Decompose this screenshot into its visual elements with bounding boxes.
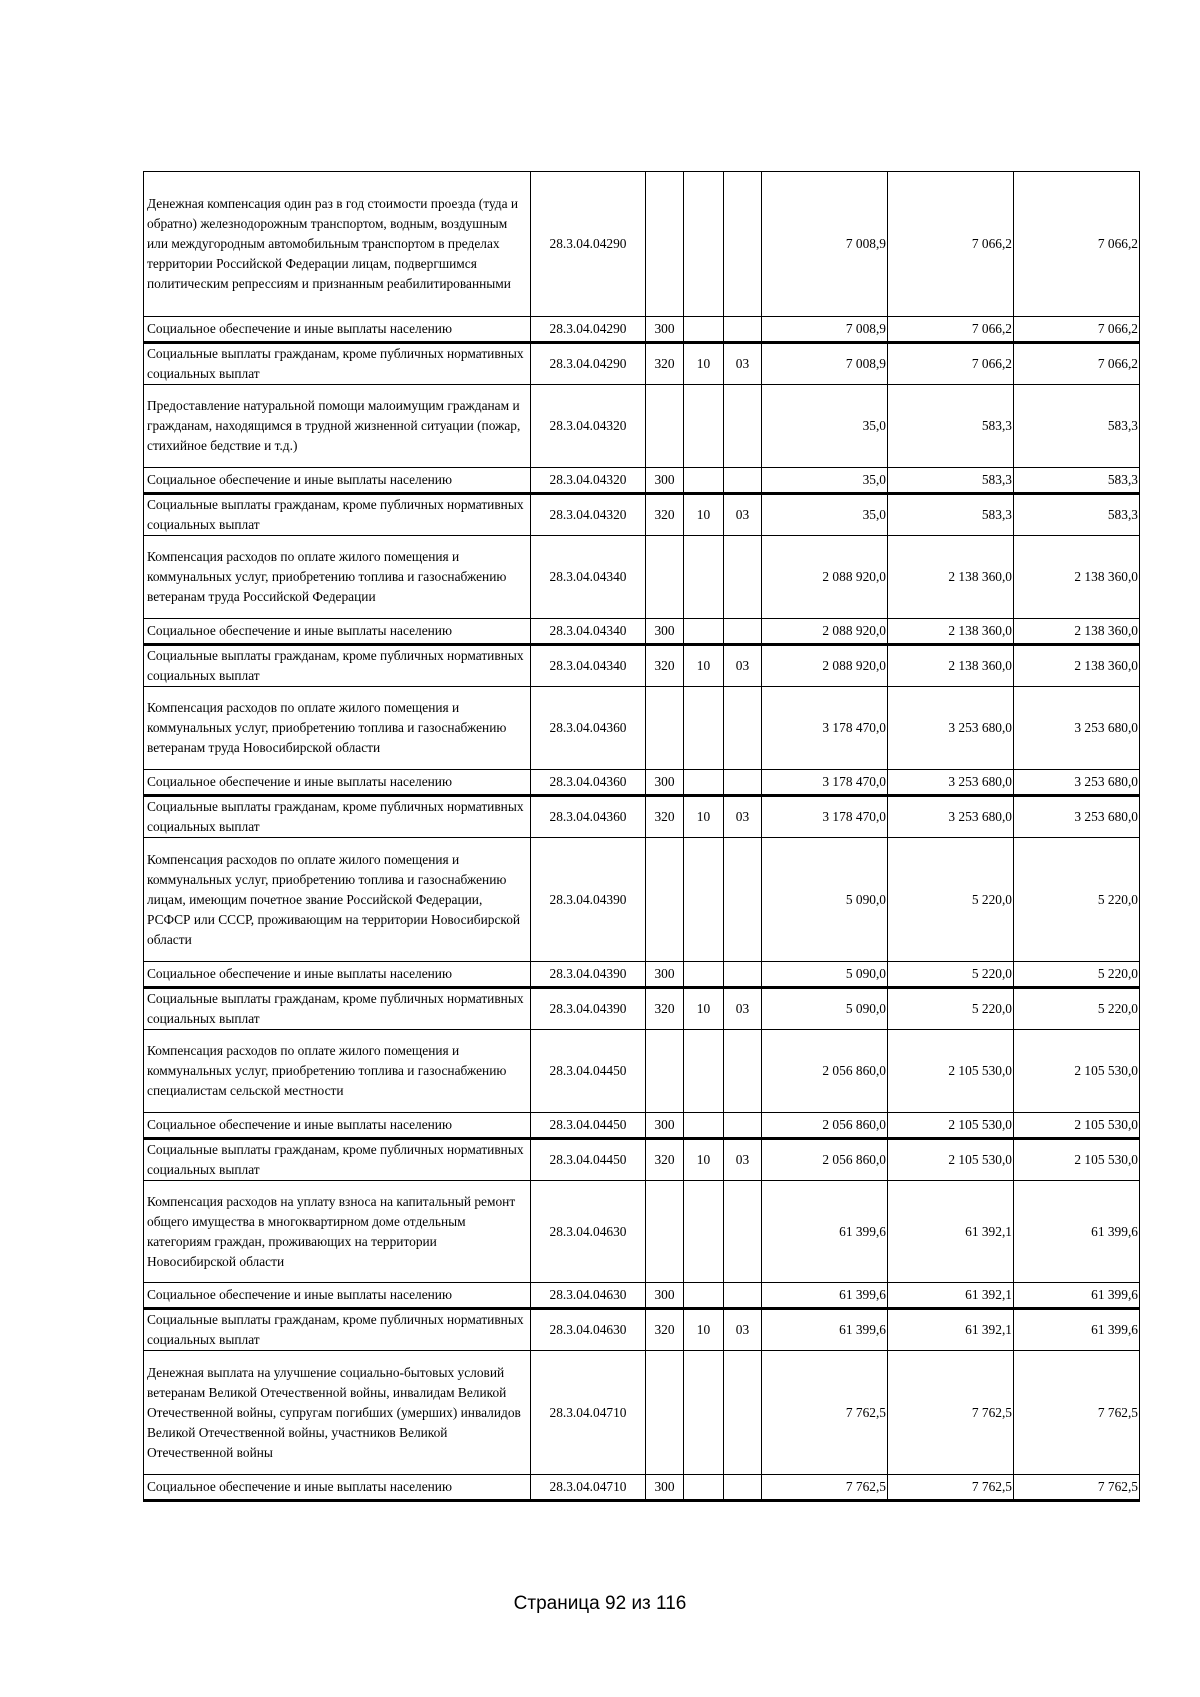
amount-year2-cell: 2 105 530,0	[888, 1030, 1014, 1113]
subsection-cell	[724, 962, 762, 988]
section-cell: 10	[684, 343, 724, 385]
expense-type-cell: 320	[646, 1139, 684, 1181]
row-name-cell: Компенсация расходов по оплате жилого помещения и коммунальных услуг, приобретению топлива и газоснабжению ветеранам труда Российской Федерации	[144, 536, 531, 619]
amount-year1-cell: 7 762,5	[762, 1351, 888, 1475]
section-cell	[684, 468, 724, 494]
subsection-cell	[724, 619, 762, 645]
target-code-cell: 28.3.04.04710	[531, 1475, 646, 1501]
target-code-cell: 28.3.04.04360	[531, 770, 646, 796]
table-row	[144, 838, 1140, 962]
row-name-cell: Компенсация расходов по оплате жилого помещения и коммунальных услуг, приобретению топлива и газоснабжению ветеранам труда Новосибирской области	[144, 687, 531, 770]
expense-type-cell: 320	[646, 645, 684, 687]
amount-year2-cell: 2 138 360,0	[888, 619, 1014, 645]
target-code-cell: 28.3.04.04450	[531, 1030, 646, 1113]
row-name-cell: Социальное обеспечение и иные выплаты населению	[144, 1475, 531, 1501]
amount-year1-cell: 7 008,9	[762, 317, 888, 343]
row-name-cell: Социальные выплаты гражданам, кроме публичных нормативных социальных выплат	[144, 1139, 531, 1181]
section-cell	[684, 1475, 724, 1501]
section-cell	[684, 770, 724, 796]
target-code-cell: 28.3.04.04340	[531, 645, 646, 687]
amount-year1-cell: 5 090,0	[762, 988, 888, 1030]
amount-year1-cell: 61 399,6	[762, 1283, 888, 1309]
amount-year2-cell: 7 762,5	[888, 1475, 1014, 1501]
section-cell	[684, 385, 724, 468]
section-cell	[684, 317, 724, 343]
section-cell: 10	[684, 1309, 724, 1351]
expense-type-cell	[646, 172, 684, 317]
section-cell	[684, 1030, 724, 1113]
target-code-cell: 28.3.04.04320	[531, 494, 646, 536]
target-code-cell: 28.3.04.04320	[531, 468, 646, 494]
table-row	[144, 317, 1140, 343]
amount-year1-cell: 7 762,5	[762, 1475, 888, 1501]
expense-type-cell: 300	[646, 962, 684, 988]
row-name-cell: Социальное обеспечение и иные выплаты населению	[144, 962, 531, 988]
amount-year3-cell: 3 253 680,0	[1014, 687, 1140, 770]
amount-year3-cell: 7 066,2	[1014, 343, 1140, 385]
amount-year1-cell: 2 088 920,0	[762, 619, 888, 645]
amount-year2-cell: 3 253 680,0	[888, 796, 1014, 838]
row-name-cell: Социальное обеспечение и иные выплаты населению	[144, 317, 531, 343]
table-row	[144, 1309, 1140, 1351]
row-name-cell: Денежная выплата на улучшение социально-бытовых условий ветеранам Великой Отечественной войны, инвалидам Великой Отечественной войны, супругам погибших (умерших) инвалидов Великой Отечественной войны, участников Великой Отечественной войны	[144, 1351, 531, 1475]
subsection-cell	[724, 1475, 762, 1501]
row-name-cell: Социальное обеспечение и иные выплаты населению	[144, 619, 531, 645]
target-code-cell: 28.3.04.04450	[531, 1113, 646, 1139]
row-name-cell: Социальные выплаты гражданам, кроме публичных нормативных социальных выплат	[144, 494, 531, 536]
amount-year2-cell: 61 392,1	[888, 1181, 1014, 1283]
section-cell	[684, 1113, 724, 1139]
amount-year1-cell: 2 056 860,0	[762, 1113, 888, 1139]
amount-year3-cell: 3 253 680,0	[1014, 796, 1140, 838]
section-cell: 10	[684, 796, 724, 838]
row-name-cell: Социальное обеспечение и иные выплаты населению	[144, 1113, 531, 1139]
amount-year2-cell: 2 105 530,0	[888, 1139, 1014, 1181]
table-row	[144, 1283, 1140, 1309]
amount-year3-cell: 5 220,0	[1014, 838, 1140, 962]
target-code-cell: 28.3.04.04290	[531, 343, 646, 385]
subsection-cell	[724, 770, 762, 796]
table-row	[144, 1475, 1140, 1501]
table-row	[144, 468, 1140, 494]
expense-type-cell: 300	[646, 770, 684, 796]
amount-year2-cell: 3 253 680,0	[888, 687, 1014, 770]
amount-year1-cell: 7 008,9	[762, 172, 888, 317]
amount-year1-cell: 7 008,9	[762, 343, 888, 385]
section-cell	[684, 687, 724, 770]
section-cell	[684, 1351, 724, 1475]
expense-type-cell	[646, 687, 684, 770]
expense-type-cell	[646, 1030, 684, 1113]
expense-type-cell: 320	[646, 494, 684, 536]
amount-year3-cell: 7 762,5	[1014, 1351, 1140, 1475]
subsection-cell	[724, 317, 762, 343]
amount-year3-cell: 7 066,2	[1014, 172, 1140, 317]
section-cell	[684, 1181, 724, 1283]
row-name-cell: Социальные выплаты гражданам, кроме публичных нормативных социальных выплат	[144, 796, 531, 838]
row-name-cell: Социальное обеспечение и иные выплаты населению	[144, 770, 531, 796]
amount-year3-cell: 61 399,6	[1014, 1283, 1140, 1309]
target-code-cell: 28.3.04.04360	[531, 796, 646, 838]
amount-year3-cell: 583,3	[1014, 468, 1140, 494]
table-row	[144, 796, 1140, 838]
subsection-cell	[724, 385, 762, 468]
amount-year3-cell: 2 138 360,0	[1014, 619, 1140, 645]
target-code-cell: 28.3.04.04290	[531, 317, 646, 343]
table-row	[144, 536, 1140, 619]
target-code-cell: 28.3.04.04340	[531, 536, 646, 619]
amount-year1-cell: 61 399,6	[762, 1309, 888, 1351]
expense-type-cell: 320	[646, 1309, 684, 1351]
target-code-cell: 28.3.04.04710	[531, 1351, 646, 1475]
subsection-cell	[724, 172, 762, 317]
target-code-cell: 28.3.04.04390	[531, 988, 646, 1030]
expense-type-cell: 320	[646, 343, 684, 385]
amount-year2-cell: 5 220,0	[888, 962, 1014, 988]
subsection-cell	[724, 1030, 762, 1113]
subsection-cell: 03	[724, 494, 762, 536]
amount-year1-cell: 35,0	[762, 468, 888, 494]
expense-type-cell	[646, 1351, 684, 1475]
expense-type-cell: 300	[646, 317, 684, 343]
table-row	[144, 1181, 1140, 1283]
subsection-cell: 03	[724, 645, 762, 687]
expense-type-cell: 300	[646, 619, 684, 645]
amount-year2-cell: 583,3	[888, 494, 1014, 536]
table-row	[144, 343, 1140, 385]
target-code-cell: 28.3.04.04320	[531, 385, 646, 468]
amount-year1-cell: 5 090,0	[762, 962, 888, 988]
table-row	[144, 494, 1140, 536]
amount-year1-cell: 3 178 470,0	[762, 687, 888, 770]
amount-year3-cell: 583,3	[1014, 385, 1140, 468]
table-row	[144, 385, 1140, 468]
subsection-cell: 03	[724, 343, 762, 385]
row-name-cell: Компенсация расходов на уплату взноса на капитальный ремонт общего имущества в многоквартирном доме отдельным категориям граждан, проживающих на территории Новосибирской области	[144, 1181, 531, 1283]
amount-year1-cell: 2 056 860,0	[762, 1139, 888, 1181]
subsection-cell	[724, 536, 762, 619]
target-code-cell: 28.3.04.04450	[531, 1139, 646, 1181]
amount-year3-cell: 2 138 360,0	[1014, 536, 1140, 619]
subsection-cell	[724, 838, 762, 962]
target-code-cell: 28.3.04.04390	[531, 962, 646, 988]
expense-type-cell	[646, 838, 684, 962]
expense-type-cell: 300	[646, 1113, 684, 1139]
section-cell	[684, 962, 724, 988]
amount-year2-cell: 2 138 360,0	[888, 536, 1014, 619]
amount-year2-cell: 2 105 530,0	[888, 1113, 1014, 1139]
target-code-cell: 28.3.04.04630	[531, 1181, 646, 1283]
expense-type-cell	[646, 536, 684, 619]
amount-year3-cell: 2 105 530,0	[1014, 1139, 1140, 1181]
expense-type-cell: 300	[646, 1475, 684, 1501]
amount-year3-cell: 7 066,2	[1014, 317, 1140, 343]
section-cell: 10	[684, 645, 724, 687]
subsection-cell: 03	[724, 988, 762, 1030]
expense-type-cell: 300	[646, 1283, 684, 1309]
amount-year3-cell: 7 762,5	[1014, 1475, 1140, 1501]
table-row	[144, 172, 1140, 317]
table-row	[144, 1351, 1140, 1475]
amount-year1-cell: 2 088 920,0	[762, 645, 888, 687]
subsection-cell	[724, 1351, 762, 1475]
expense-type-cell: 300	[646, 468, 684, 494]
section-cell	[684, 536, 724, 619]
amount-year2-cell: 7 066,2	[888, 172, 1014, 317]
row-name-cell: Денежная компенсация один раз в год стоимости проезда (туда и обратно) железнодорожным транспортом, водным, воздушным или междугородным автомобильным транспортом в пределах территории Российской Федерации лицам, подвергшимся политическим репрессиям и признанным реабилитированными	[144, 172, 531, 317]
amount-year3-cell: 2 105 530,0	[1014, 1030, 1140, 1113]
table-row	[144, 687, 1140, 770]
section-cell	[684, 838, 724, 962]
amount-year2-cell: 583,3	[888, 468, 1014, 494]
table-row	[144, 1113, 1140, 1139]
amount-year2-cell: 5 220,0	[888, 988, 1014, 1030]
amount-year2-cell: 583,3	[888, 385, 1014, 468]
table-row	[144, 770, 1140, 796]
table-row	[144, 962, 1140, 988]
amount-year3-cell: 61 399,6	[1014, 1309, 1140, 1351]
amount-year1-cell: 35,0	[762, 494, 888, 536]
section-cell	[684, 172, 724, 317]
subsection-cell	[724, 1283, 762, 1309]
subsection-cell: 03	[724, 1139, 762, 1181]
target-code-cell: 28.3.04.04630	[531, 1283, 646, 1309]
table-row	[144, 645, 1140, 687]
amount-year2-cell: 61 392,1	[888, 1283, 1014, 1309]
section-cell: 10	[684, 494, 724, 536]
table-body	[144, 172, 1140, 1501]
amount-year1-cell: 2 056 860,0	[762, 1030, 888, 1113]
expense-type-cell	[646, 1181, 684, 1283]
amount-year3-cell: 2 105 530,0	[1014, 1113, 1140, 1139]
amount-year3-cell: 2 138 360,0	[1014, 645, 1140, 687]
row-name-cell: Социальные выплаты гражданам, кроме публичных нормативных социальных выплат	[144, 645, 531, 687]
amount-year2-cell: 7 066,2	[888, 343, 1014, 385]
amount-year1-cell: 61 399,6	[762, 1181, 888, 1283]
section-cell: 10	[684, 988, 724, 1030]
amount-year2-cell: 7 762,5	[888, 1351, 1014, 1475]
row-name-cell: Социальные выплаты гражданам, кроме публичных нормативных социальных выплат	[144, 988, 531, 1030]
amount-year2-cell: 3 253 680,0	[888, 770, 1014, 796]
target-code-cell: 28.3.04.04360	[531, 687, 646, 770]
amount-year3-cell: 583,3	[1014, 494, 1140, 536]
expense-type-cell	[646, 385, 684, 468]
expense-type-cell: 320	[646, 988, 684, 1030]
subsection-cell	[724, 1181, 762, 1283]
expense-type-cell: 320	[646, 796, 684, 838]
amount-year1-cell: 5 090,0	[762, 838, 888, 962]
budget-table	[143, 171, 1140, 1502]
section-cell: 10	[684, 1139, 724, 1181]
subsection-cell	[724, 468, 762, 494]
section-cell	[684, 619, 724, 645]
amount-year1-cell: 35,0	[762, 385, 888, 468]
target-code-cell: 28.3.04.04630	[531, 1309, 646, 1351]
table-row	[144, 619, 1140, 645]
table-row	[144, 1030, 1140, 1113]
section-cell	[684, 1283, 724, 1309]
amount-year3-cell: 5 220,0	[1014, 962, 1140, 988]
amount-year2-cell: 61 392,1	[888, 1309, 1014, 1351]
target-code-cell: 28.3.04.04340	[531, 619, 646, 645]
row-name-cell: Социальное обеспечение и иные выплаты населению	[144, 1283, 531, 1309]
amount-year1-cell: 3 178 470,0	[762, 770, 888, 796]
row-name-cell: Компенсация расходов по оплате жилого помещения и коммунальных услуг, приобретению топлива и газоснабжению специалистам сельской местности	[144, 1030, 531, 1113]
amount-year2-cell: 2 138 360,0	[888, 645, 1014, 687]
subsection-cell	[724, 1113, 762, 1139]
table-row	[144, 1139, 1140, 1181]
amount-year2-cell: 7 066,2	[888, 317, 1014, 343]
row-name-cell: Социальные выплаты гражданам, кроме публичных нормативных социальных выплат	[144, 343, 531, 385]
row-name-cell: Компенсация расходов по оплате жилого помещения и коммунальных услуг, приобретению топлива и газоснабжению лицам, имеющим почетное звание Российской Федерации, РСФСР или СССР, проживающим на территории Новосибирской области	[144, 838, 531, 962]
amount-year3-cell: 61 399,6	[1014, 1181, 1140, 1283]
target-code-cell: 28.3.04.04390	[531, 838, 646, 962]
table-row	[144, 988, 1140, 1030]
subsection-cell	[724, 687, 762, 770]
page-number: Страница 92 из 116	[513, 1593, 687, 1614]
row-name-cell: Предоставление натуральной помощи малоимущим гражданам и гражданам, находящимся в трудной жизненной ситуации (пожар, стихийное бедствие и т.д.)	[144, 385, 531, 468]
row-name-cell: Социальные выплаты гражданам, кроме публичных нормативных социальных выплат	[144, 1309, 531, 1351]
subsection-cell: 03	[724, 1309, 762, 1351]
amount-year1-cell: 3 178 470,0	[762, 796, 888, 838]
amount-year3-cell: 5 220,0	[1014, 988, 1140, 1030]
row-name-cell: Социальное обеспечение и иные выплаты населению	[144, 468, 531, 494]
amount-year3-cell: 3 253 680,0	[1014, 770, 1140, 796]
target-code-cell: 28.3.04.04290	[531, 172, 646, 317]
subsection-cell: 03	[724, 796, 762, 838]
amount-year2-cell: 5 220,0	[888, 838, 1014, 962]
amount-year1-cell: 2 088 920,0	[762, 536, 888, 619]
